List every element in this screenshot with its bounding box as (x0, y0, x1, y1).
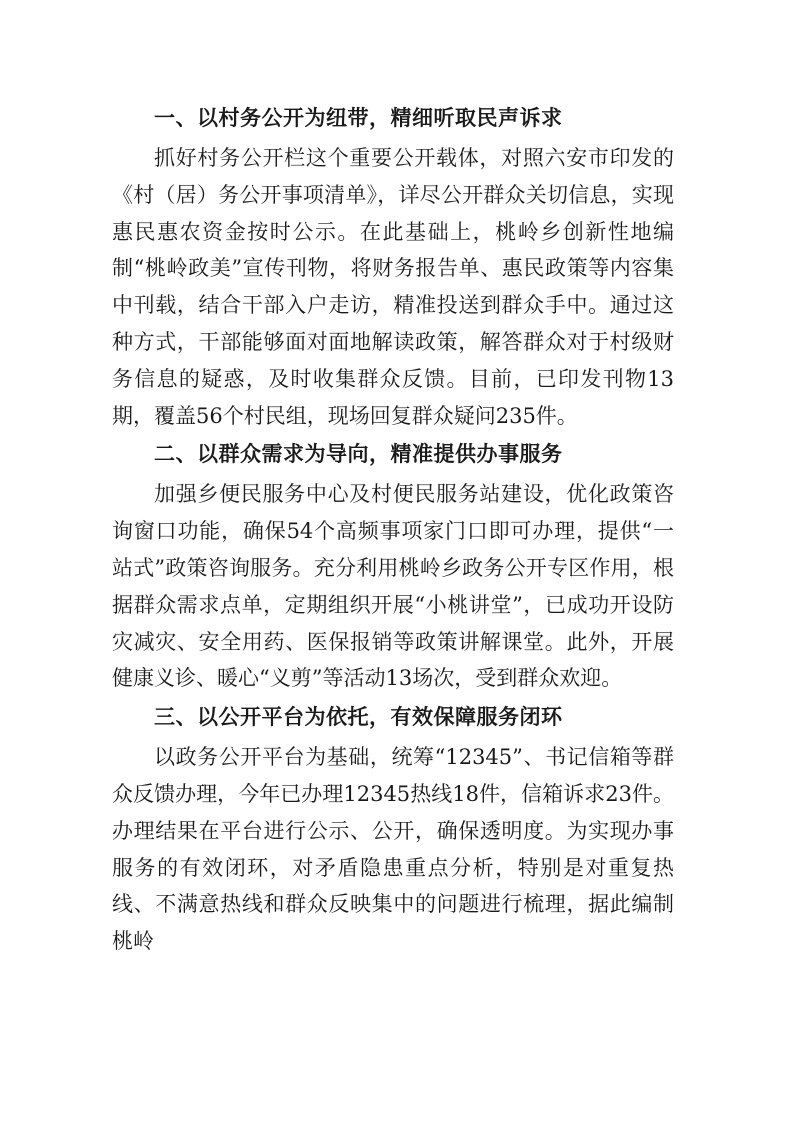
section-heading-1: 一、以村务公开为纽带，精细听取民声诉求 (154, 106, 563, 130)
section-heading-3: 三、以公开平台为依托，有效保障服务闭环 (154, 705, 563, 730)
document-body (112, 100, 674, 960)
section-paragraph-1: 抓好村务公开栏这个重要公开载体，对照六安市印发的《村（居）务公开事项清单》，详尽公开群众关切信息，实现惠民惠农资金按时公示。在此基础上，桃岭乡创新性地编制“桃岭政美”宣传刊物，将财务报告单、惠民政策等内容集中刊载，结合干部入户走访，精准投送到群众手中。通过这种方式，干部能够面对面地解读政策，解答群众对于村级财务信息的疑惑，及时收集群众反馈。目前，已印发刊物13期，覆盖56个村民组，现场回复群众疑问235件。 (112, 146, 674, 428)
section-heading-2: 二、以群众需求为导向，精准提供办事服务 (154, 442, 563, 467)
section-paragraph-3: 以政务公开平台为基础，统筹“12345”、书记信箱等群众反馈办理，今年已办理12345热线18件，信箱诉求23件。办理结果在平台进行公示、公开，确保透明度。为实现办事服务的有效闭环，对矛盾隐患重点分析，特别是对重复热线、不满意热线和群众反映集中的问题进行梳理，据此编制桃岭 (112, 745, 674, 954)
section-paragraph-2: 加强乡便民服务中心及村便民服务站建设，优化政策咨询窗口功能，确保54个高频事项家门口即可办理，提供“一站式”政策咨询服务。充分利用桃岭乡政务公开专区作用，根据群众需求点单，定期组织开展“小桃讲堂”，已成功开设防灾减灾、安全用药、医保报销等政策讲解课堂。此外，开展健康义诊、暖心“义剪”等活动13场次，受到群众欢迎。 (112, 482, 674, 691)
